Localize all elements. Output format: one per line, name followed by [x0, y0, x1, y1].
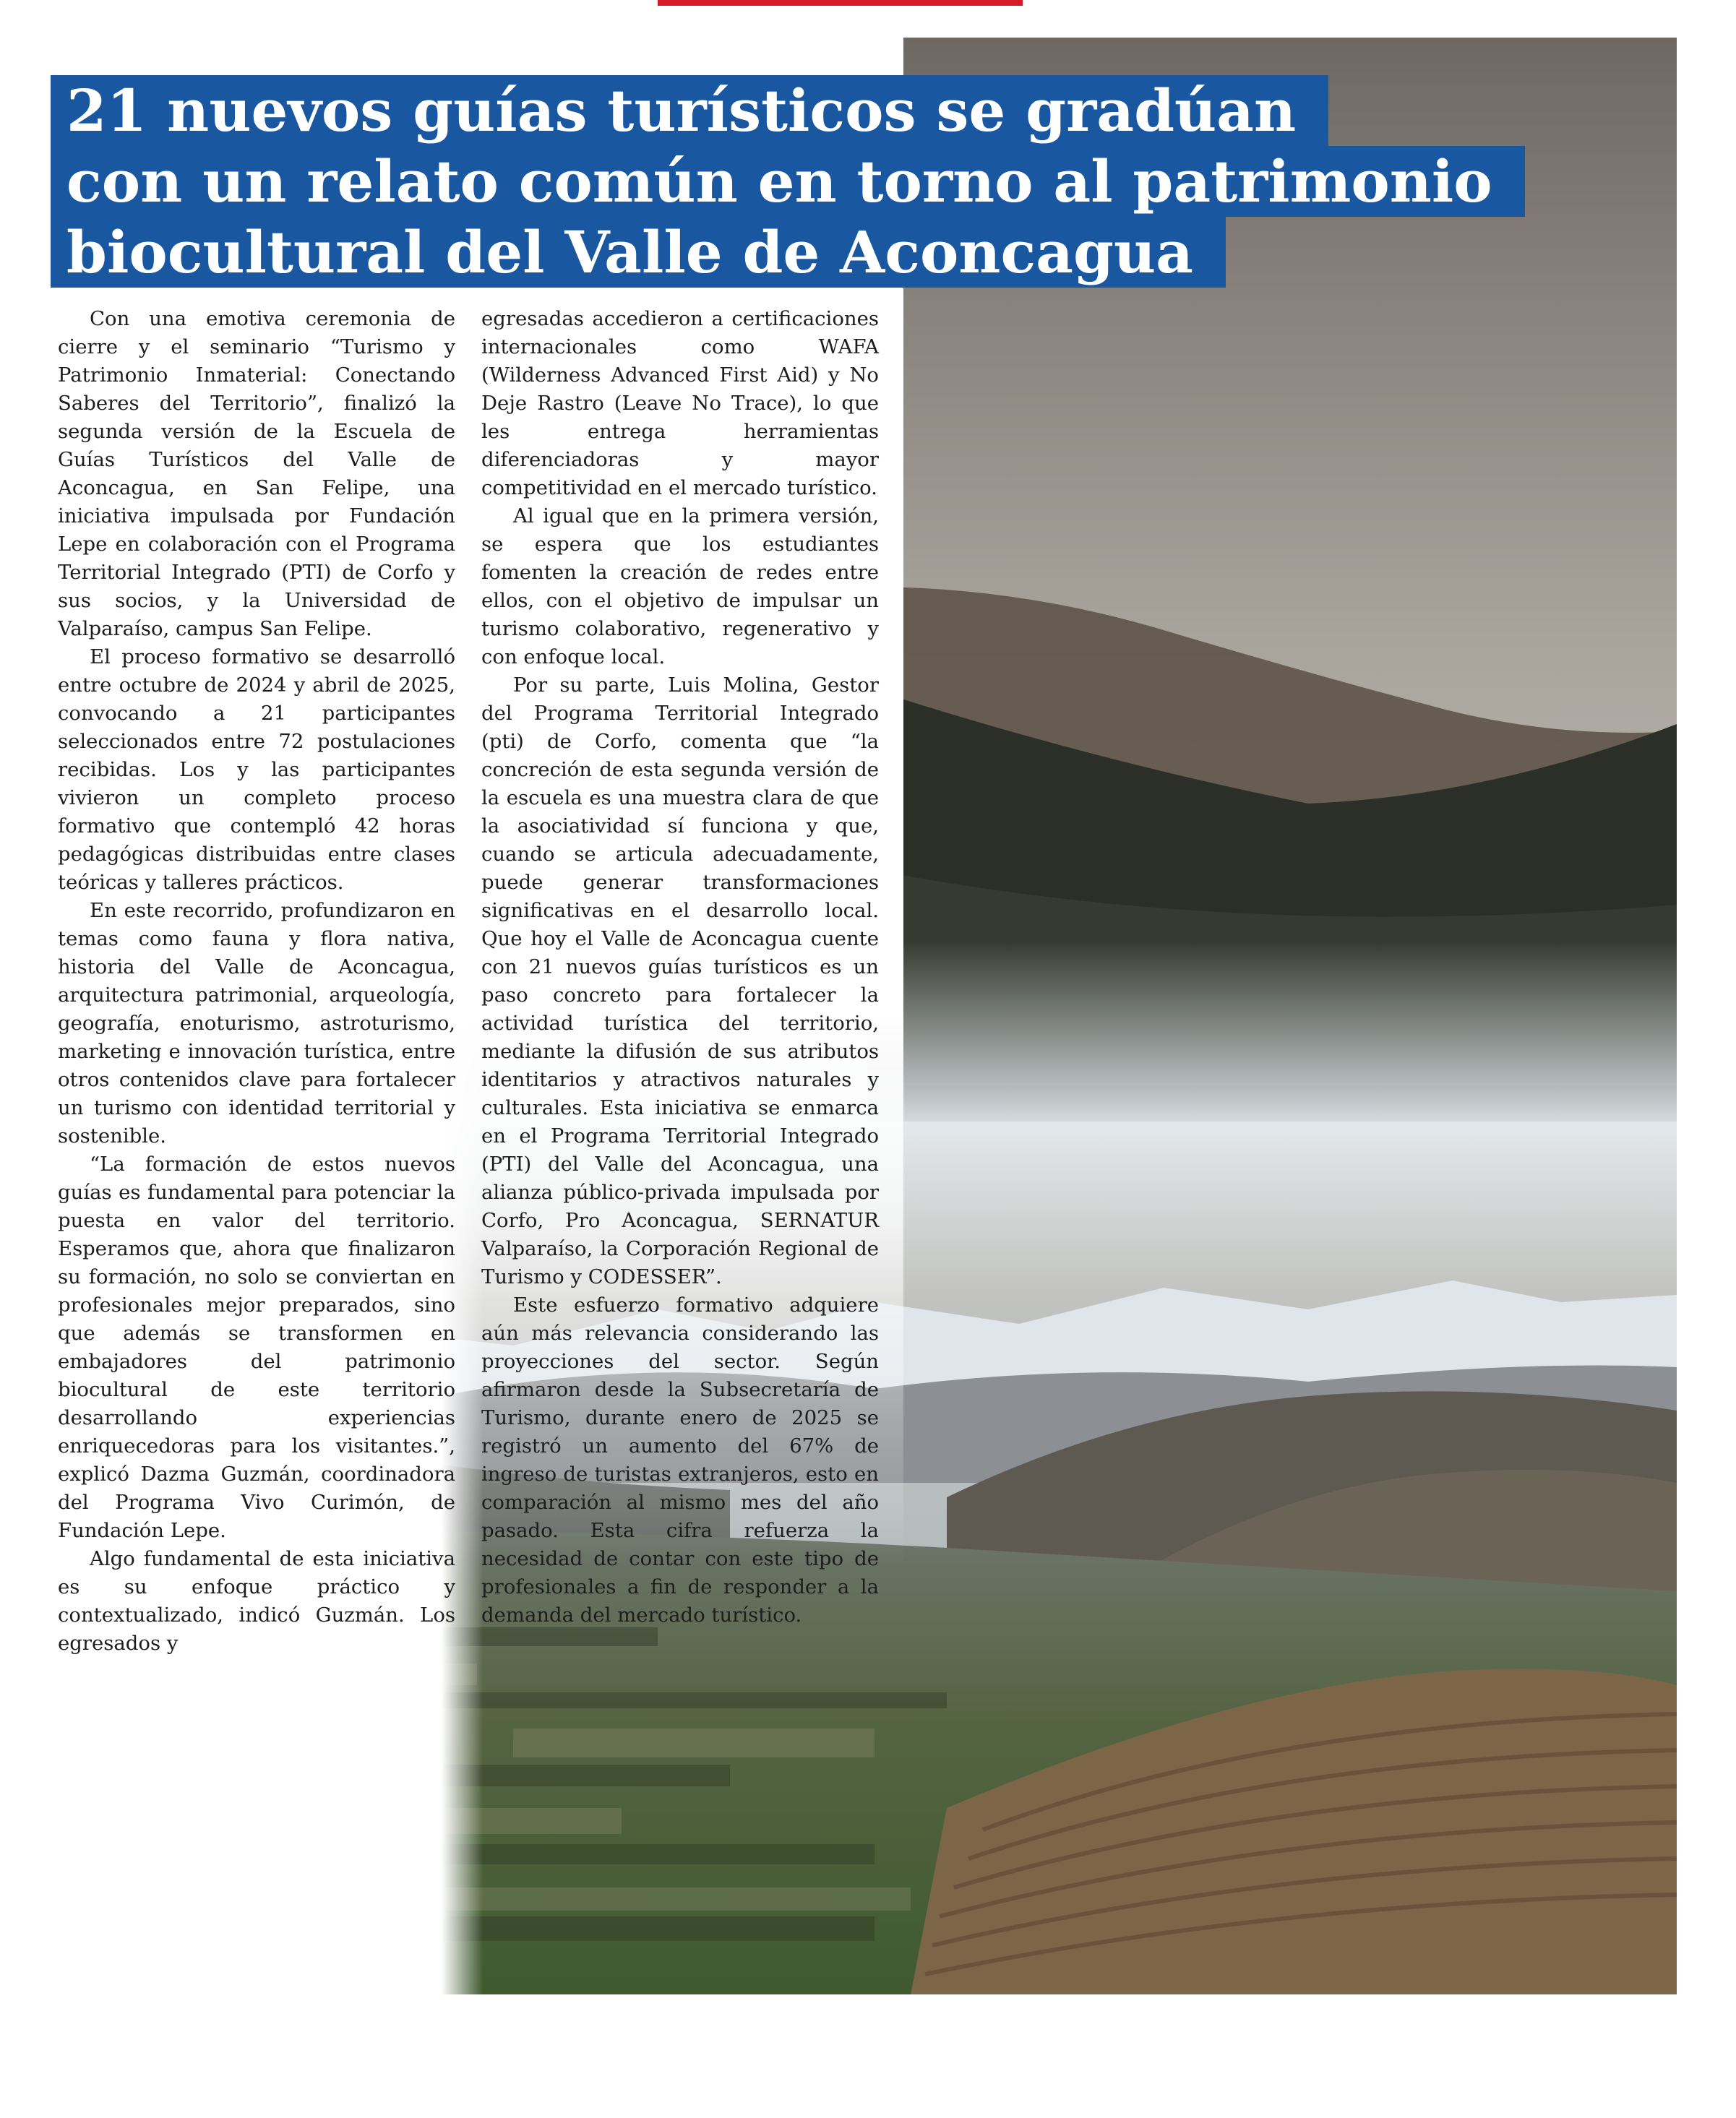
- paragraph: Por su parte, Luis Molina, Gestor del Programa Territorial Integrado (pti) de Corfo, comenta que “la concreción de esta segunda versión de la escuela es una muestra clara de que la asociatividad sí funciona y que, cuando se articula adecuadamente, puede generar transformaciones significativas en el desarrollo local. Que hoy el Valle de Aconcagua cuente con 21 nuevos guías turísticos es un paso concreto para fortalecer la actividad turística del territorio, mediante la difusión de sus atributos identitarios y atractivos naturales y culturales. Esta iniciativa se enmarca en el Programa Territorial Integrado (PTI) del Valle del Aconcagua, una alianza público-privada impulsada por Corfo, Pro Aconcagua, SERNATUR Valparaíso, la Corporación Regional de Turismo y CODESSER”.: [481, 673, 879, 1288]
- headline-line-3: biocultural del Valle de Aconcagua: [51, 217, 1226, 288]
- paragraph: El proceso formativo se desarrolló entre octubre de 2024 y abril de 2025, convocando a 21 participantes seleccionados entre 72 postulaciones recibidas. Los y las participantes vivieron un completo proceso formativo que contempló 42 horas pedagógicas distribuidas entre clases teóricas y talleres prácticos.: [58, 645, 455, 894]
- paragraph: Este esfuerzo formativo adquiere aún más relevancia considerando las proyecciones del sector. Según afirmaron desde la Subsecretaría de Turismo, durante enero de 2025 se registró un aumento del 67% de ingreso de turistas extranjeros, esto en comparación al mismo mes del año pasado. Esta cifra refuerza la necesidad de contar con este tipo de profesionales a fin de responder a la demanda del mercado turístico.: [481, 1293, 879, 1627]
- headline-line-1: 21 nuevos guías turísticos se gradúan: [51, 75, 1328, 146]
- article-column-1: [58, 305, 455, 1658]
- paragraph: Con una emotiva ceremonia de cierre y el seminario “Turismo y Patrimonio Inmaterial: Conectando Saberes del Territorio”, finalizó la segunda versión de la Escuela de Guías Turísticos del Valle de Aconcagua, en San Felipe, una iniciativa impulsada por Fundación Lepe en colaboración con el Programa Territorial Integrado (PTI) de Corfo y sus socios, y la Universidad de Valparaíso, campus San Felipe.: [58, 307, 455, 640]
- paragraph: Al igual que en la primera versión, se espera que los estudiantes fomenten la creación de redes entre ellos, con el objetivo de impulsar un turismo colaborativo, regenerativo y con enfoque local.: [481, 504, 879, 668]
- paragraph: En este recorrido, profundizaron en temas como fauna y flora nativa, historia del Valle de Aconcagua, arquitectura patrimonial, arqueología, geografía, enoturismo, astroturismo, marketing e innovación turística, entre otros contenidos clave para fortalecer un turismo con identidad territorial y sostenible.: [58, 899, 455, 1148]
- headline-line-2: con un relato común en torno al patrimonio: [51, 146, 1525, 217]
- paragraph-continuation: egresadas accedieron a certificaciones internacionales como WAFA (Wilderness Advanced First Aid) y No Deje Rastro (Leave No Trace), lo que les entrega herramientas diferenciadoras y mayor competitividad en el mercado turístico.: [481, 307, 879, 499]
- paragraph: “La formación de estos nuevos guías es fundamental para potenciar la puesta en valor del territorio. Esperamos que, ahora que finalizaron su formación, no solo se conviertan en profesionales mejor preparados, sino que además se transformen en embajadores del patrimonio biocultural de este territorio desarrollando experiencias enriquecedoras para los visitantes.”, explicó Dazma Guzmán, coordinadora del Programa Vivo Curimón, de Fundación Lepe.: [58, 1153, 455, 1542]
- photo-credit: CREDITOS: GOCHILE: [19, 1804, 38, 1987]
- top-accent-bar: [658, 0, 1023, 6]
- paragraph: Algo fundamental de esta iniciativa es su enfoque práctico y contextualizado, indicó Guzmán. Los egresados y: [58, 1547, 455, 1655]
- headline: [51, 75, 1525, 288]
- article-column-2: [481, 305, 879, 1630]
